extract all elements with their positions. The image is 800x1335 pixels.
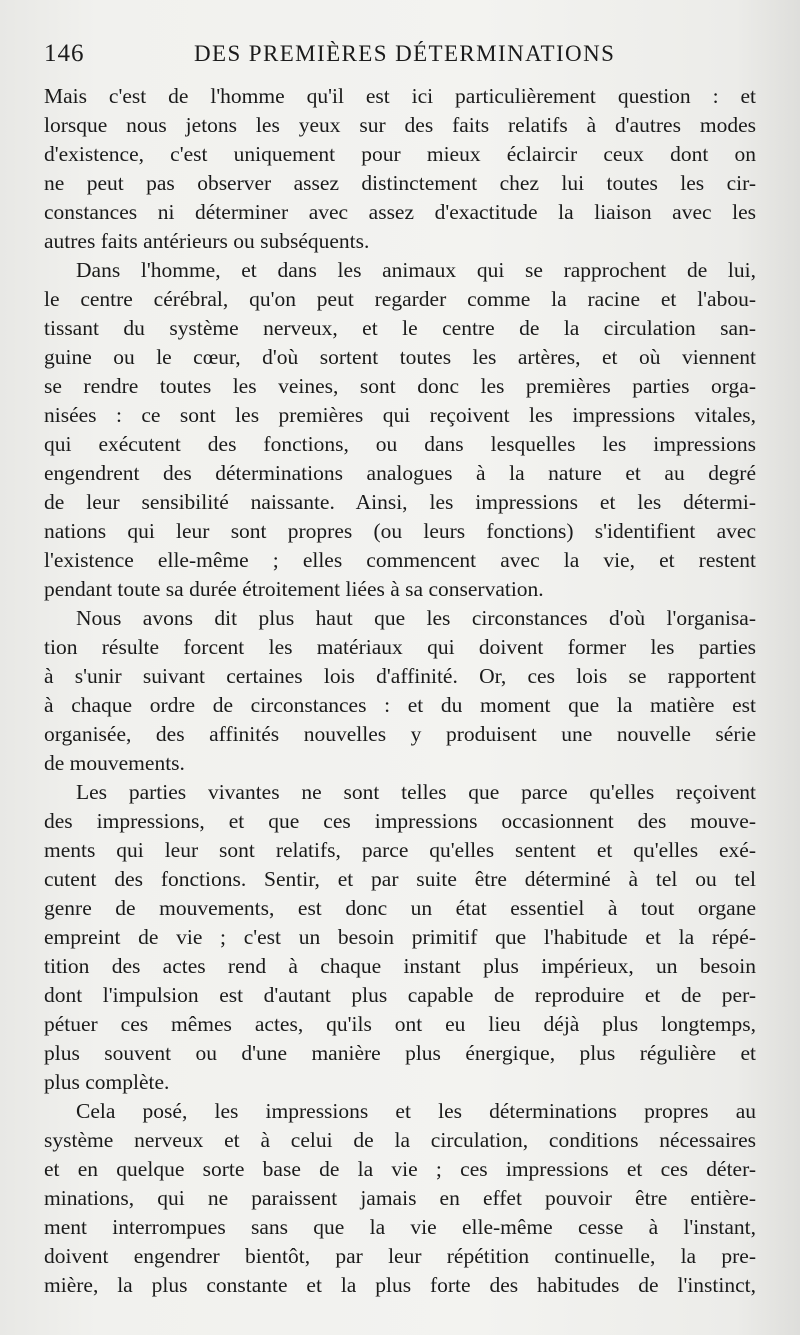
text-line: Les parties vivantes ne sont telles que parce qu'elles reçoivent (76, 780, 756, 804)
paragraph-5 (44, 1097, 756, 1300)
text-line: de mouvements. (44, 751, 185, 775)
text-line: dont l'impulsion est d'autant plus capable de reproduire et de per- (44, 983, 756, 1007)
text-line: qui exécutent des fonctions, ou dans lesquelles les impressions (44, 432, 756, 456)
text-line: l'existence elle-même ; elles commencent avec la vie, et restent (44, 548, 756, 572)
text-line: tissant du système nerveux, et le centre de la circulation san- (44, 316, 756, 340)
text-line: guine ou le cœur, d'où sortent toutes les artères, et où viennent (44, 345, 756, 369)
text-line: engendrent des déterminations analogues à la nature et au degré (44, 461, 756, 485)
running-title: DES PREMIÈRES DÉTERMINATIONS (194, 41, 616, 66)
paragraph-3 (44, 604, 756, 778)
text-line: constances ni déterminer avec assez d'exactitude la liaison avec les (44, 200, 756, 224)
text-line: nisées : ce sont les premières qui reçoivent les impressions vitales, (44, 403, 756, 427)
text-line: plus complète. (44, 1070, 170, 1094)
body-text (44, 82, 756, 1300)
page-header (44, 40, 756, 76)
page-number: 146 (44, 40, 85, 67)
text-line: cutent des fonctions. Sentir, et par suite être déterminé à tel ou tel (44, 867, 756, 891)
text-line: Mais c'est de l'homme qu'il est ici particulièrement question : et (44, 84, 756, 108)
text-line: se rendre toutes les veines, sont donc les premières parties orga- (44, 374, 756, 398)
text-line: à s'unir suivant certaines lois d'affinité. Or, ces lois se rapportent (44, 664, 756, 688)
text-line: mière, la plus constante et la plus forte des habitudes de l'instinct, (44, 1273, 756, 1297)
text-line: système nerveux et à celui de la circulation, conditions nécessaires (44, 1128, 756, 1152)
text-line: Nous avons dit plus haut que les circonstances d'où l'organisa- (76, 606, 756, 630)
text-line: nations qui leur sont propres (ou leurs fonctions) s'identifient avec (44, 519, 756, 543)
paragraph-4 (44, 778, 756, 1097)
paragraph-2 (44, 256, 756, 604)
text-line: à chaque ordre de circonstances : et du moment que la matière est (44, 693, 756, 717)
text-line: organisée, des affinités nouvelles y produisent une nouvelle série (44, 722, 756, 746)
text-line: Dans l'homme, et dans les animaux qui se rapprochent de lui, (76, 258, 756, 282)
text-line: et en quelque sorte base de la vie ; ces impressions et ces déter- (44, 1157, 756, 1181)
text-line: d'existence, c'est uniquement pour mieux éclaircir ceux dont on (44, 142, 756, 166)
text-line: tition des actes rend à chaque instant plus impérieux, un besoin (44, 954, 756, 978)
text-line: tion résulte forcent les matériaux qui doivent former les parties (44, 635, 756, 659)
text-line: le centre cérébral, qu'on peut regarder comme la racine et l'abou- (44, 287, 756, 311)
text-line: de leur sensibilité naissante. Ainsi, les impressions et les détermi- (44, 490, 756, 514)
text-line: ment interrompues sans que la vie elle-même cesse à l'instant, (44, 1215, 756, 1239)
text-line: autres faits antérieurs ou subséquents. (44, 229, 370, 253)
text-line: plus souvent ou d'une manière plus énergique, plus régulière et (44, 1041, 756, 1065)
text-line: doivent engendrer bientôt, par leur répétition continuelle, la pre- (44, 1244, 756, 1268)
text-line: des impressions, et que ces impressions occasionnent des mouve- (44, 809, 756, 833)
text-line: minations, qui ne paraissent jamais en effet pouvoir être entière- (44, 1186, 756, 1210)
text-line: lorsque nous jetons les yeux sur des faits relatifs à d'autres modes (44, 113, 756, 137)
text-line: pendant toute sa durée étroitement liées à sa conservation. (44, 577, 544, 601)
text-line: Cela posé, les impressions et les déterminations propres au (76, 1099, 756, 1123)
text-line: pétuer ces mêmes actes, qu'ils ont eu lieu déjà plus longtemps, (44, 1012, 756, 1036)
paragraph-1 (44, 82, 756, 256)
text-line: empreint de vie ; c'est un besoin primitif que l'habitude et la répé- (44, 925, 756, 949)
text-line: ne peut pas observer assez distinctement chez lui toutes les cir- (44, 171, 756, 195)
text-line: ments qui leur sont relatifs, parce qu'elles sentent et qu'elles exé- (44, 838, 756, 862)
text-line: genre de mouvements, est donc un état essentiel à tout organe (44, 896, 756, 920)
